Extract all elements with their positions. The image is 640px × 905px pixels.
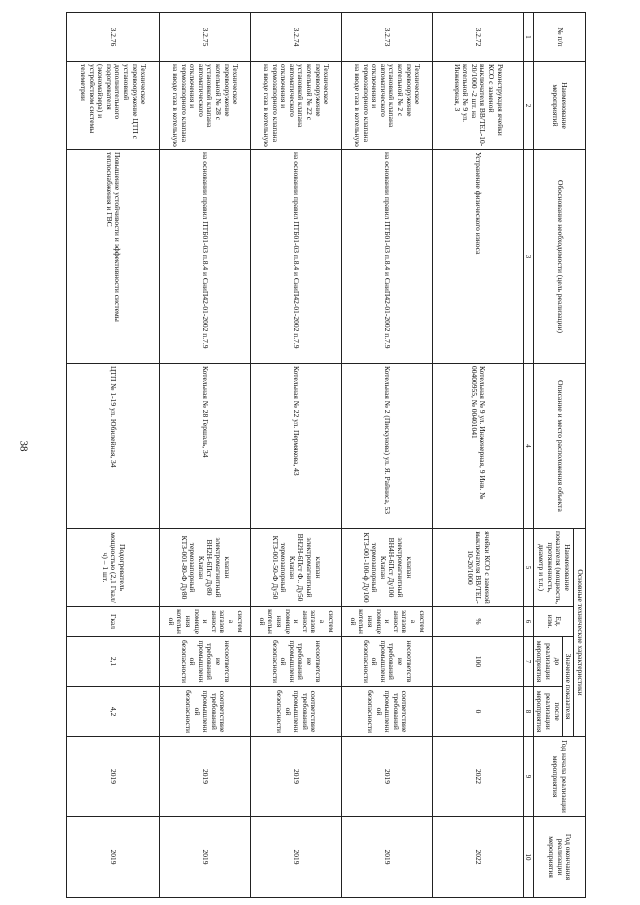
row-after: соответствие требований промышленной безопасности <box>159 687 250 737</box>
row-after: 0 <box>432 687 523 737</box>
row-after: соответствие требований промышленной безопасности <box>341 687 432 737</box>
row-unit: Гкал <box>66 607 159 637</box>
row-param: клапан электромагнитный ВН4Н-6Пст Ду100 Клапан термозапорный КТЗ-001-100-ф Ду100 <box>341 529 432 607</box>
row-unit: система загазованности помещения котельной <box>159 607 250 637</box>
row-reason: Повышение устойчивости и эффективности системы теплоснабжения и ГВС <box>66 150 159 364</box>
row-start: 2019 <box>250 737 341 817</box>
row-before: несоответствие требований промышленной безопасности <box>250 637 341 687</box>
header-start: Год начала реализации мероприятия <box>533 737 585 817</box>
page-number: 38 <box>17 440 30 452</box>
table-row <box>66 13 159 898</box>
header-num: № п/п <box>533 13 585 62</box>
column-number: 5 <box>523 529 533 607</box>
column-number: 9 <box>523 737 533 817</box>
row-reason: на основании правил ПТБ01-03 п.8.4 и СниП42-01-2002 п.7.9 <box>159 150 250 364</box>
column-number: 8 <box>523 687 533 737</box>
row-object: ЦТП № 1-19 ул. Юбилейная, 34 <box>66 364 159 529</box>
rotated-table-container <box>52 12 586 897</box>
header-end: Год окончания реализации мероприятия <box>533 817 585 898</box>
measures-table <box>66 12 586 898</box>
row-name: Техническое перевооружение котельной № 2 с установкой клапана автоматического отключения и термозапорного клапана на вводе газа в котельную <box>341 62 432 150</box>
header-unit: Ед. изм. <box>533 607 574 637</box>
column-numbers-row <box>523 13 533 898</box>
row-after: соответствие требований промышленной безопасности <box>250 687 341 737</box>
row-name: Техническое перевооружение котельной № 28 с установкой клапана автоматического отключения и термозапорного клапана на вводе газа в котельную <box>159 62 250 150</box>
table-row <box>250 13 341 898</box>
header-value-group: Значение показателя <box>562 637 574 737</box>
row-reason: на основании правил ПТБ01-03 п.8.4 и СниП42-01-2002 п.7.9 <box>250 150 341 364</box>
table-row <box>159 13 250 898</box>
header-row-1 <box>574 13 586 898</box>
row-param: Подогреватель мощностью (2,1 Гкал/ч) – 1 шт. <box>66 529 159 607</box>
row-unit: % <box>432 607 523 637</box>
row-reason: Устранение физического износа <box>432 150 523 364</box>
row-num: 3.2.76 <box>66 13 159 62</box>
column-number: 2 <box>523 62 533 150</box>
row-name: Техническое перевооружение ЦТП с установкой дополнительного подогревателя (экономайзера) и устройством системы телеметрии <box>66 62 159 150</box>
header-tech-group: Основные технические характеристики <box>574 529 586 737</box>
row-start: 2022 <box>432 737 523 817</box>
row-before: 100 <box>432 637 523 687</box>
row-param: клапан электромагнитный ВН2Н-6Пст Ду80 Клапан термозапорный КТЗ-001-80-Ф Ду80 <box>159 529 250 607</box>
column-number: 3 <box>523 150 533 364</box>
row-param: ячейки КСО с заменой выключателя ВВ/TEL-10-20/1000 <box>432 529 523 607</box>
column-number: 1 <box>523 13 533 62</box>
row-name: Техническое перевооружение котельной № 22 с установкой клапана автоматического отключения и термозапорного клапана на вводе газа в котельную <box>250 62 341 150</box>
row-before: несоответствие требований промышленной безопасности <box>341 637 432 687</box>
column-number: 7 <box>523 637 533 687</box>
row-object: Котельная № 9 ул. Инженерная, 9 Инв. № 00400955, № 00401041 <box>432 364 523 529</box>
column-number: 10 <box>523 817 533 898</box>
header-before: до реализации мероприятия <box>533 637 562 687</box>
row-name: Реконструкция ячейки КСО с заменой выключателя ВВ/TEL-10-20/1000 -2 шт. на котельной № 9 ул. Инженерная, 3 <box>432 62 523 150</box>
column-number: 4 <box>523 364 533 529</box>
row-reason: на основании правил ПТБ01-03 п.8.4 и СниП42-01-2002 п.7.9 <box>341 150 432 364</box>
row-unit: система загазованности помещения котельной <box>250 607 341 637</box>
row-end: 2019 <box>66 817 159 898</box>
row-after: 4,2 <box>66 687 159 737</box>
row-end: 2019 <box>250 817 341 898</box>
header-reason: Обоснование необходимости (цель реализации) <box>533 150 585 364</box>
row-param: клапан электромагнитный ВН2Н-6Пст Ф.. Ду50 Клапан термозапорный КТЗ-001-50-Ф Ду50 <box>250 529 341 607</box>
column-number: 6 <box>523 607 533 637</box>
table-row <box>341 13 432 898</box>
row-num: 3.2.72 <box>432 13 523 62</box>
row-end: 2019 <box>341 817 432 898</box>
header-param: Наименование показателя (мощность, протяженность, диаметр и т.п.) <box>533 529 574 607</box>
row-object: Котельная № 28 Гершаль, 34 <box>159 364 250 529</box>
row-num: 3.2.74 <box>250 13 341 62</box>
table-row <box>432 13 523 898</box>
row-end: 2022 <box>432 817 523 898</box>
row-before: 2,1 <box>66 637 159 687</box>
row-object: Котельная № 2 (Пискунова) ул. Я. Райниса, 53 <box>341 364 432 529</box>
row-unit: система загазованности помещения котельной <box>341 607 432 637</box>
row-start: 2019 <box>159 737 250 817</box>
header-object: Описание и место расположения объекта <box>533 364 585 529</box>
row-object: Котельная № 22 ул. Пермякова, 43 <box>250 364 341 529</box>
header-name: Наименование мероприятий <box>533 62 585 150</box>
row-start: 2019 <box>341 737 432 817</box>
row-start: 2019 <box>66 737 159 817</box>
row-end: 2019 <box>159 817 250 898</box>
header-after: после реализации мероприятия <box>533 687 562 737</box>
row-num: 3.2.75 <box>159 13 250 62</box>
row-num: 3.2.73 <box>341 13 432 62</box>
row-before: несоответствие требований промышленной безопасности <box>159 637 250 687</box>
